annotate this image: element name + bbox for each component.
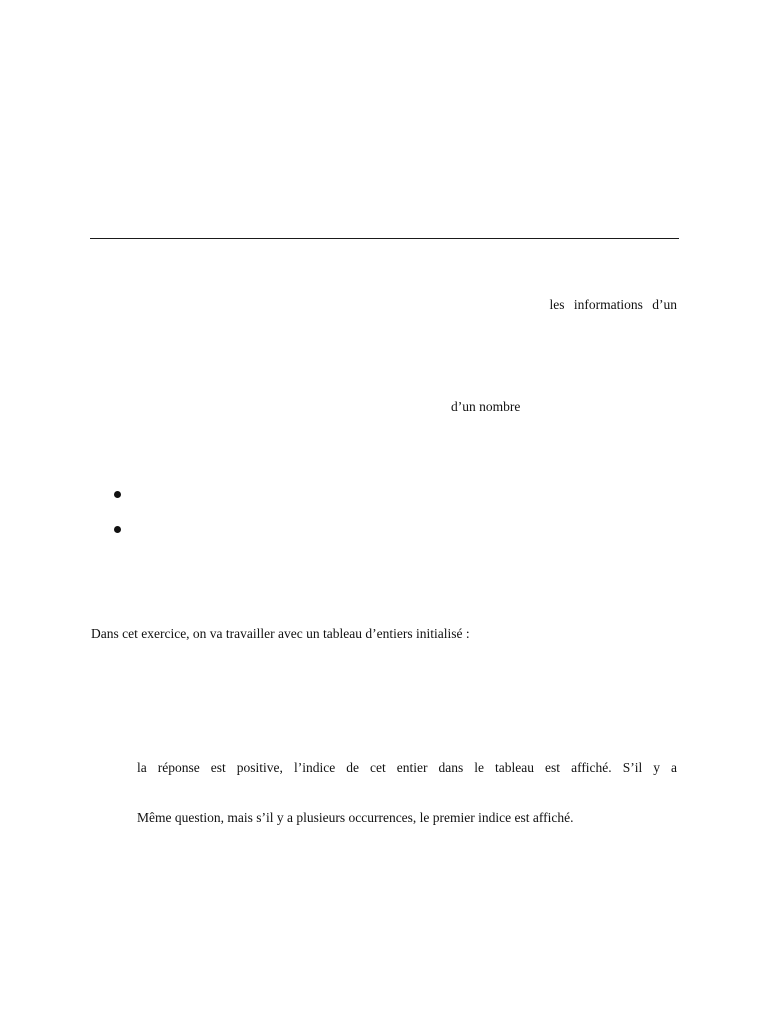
answer-description-line: la réponse est positive, l’indice de cet entier dans le tableau est affiché. S’il y a xyxy=(137,760,677,775)
horizontal-rule xyxy=(90,238,679,239)
bullet-point xyxy=(114,526,121,533)
exercise-intro-paragraph: Dans cet exercice, on va travailler avec un tableau d’entiers initialisé : xyxy=(91,626,470,641)
text-fragment-informations: les informations d’un xyxy=(549,297,677,312)
question-line: Même question, mais s’il y a plusieurs occurrences, le premier indice est affiché. xyxy=(137,810,574,825)
text-fragment-nombre: d’un nombre xyxy=(451,399,521,414)
bullet-point xyxy=(114,491,121,498)
